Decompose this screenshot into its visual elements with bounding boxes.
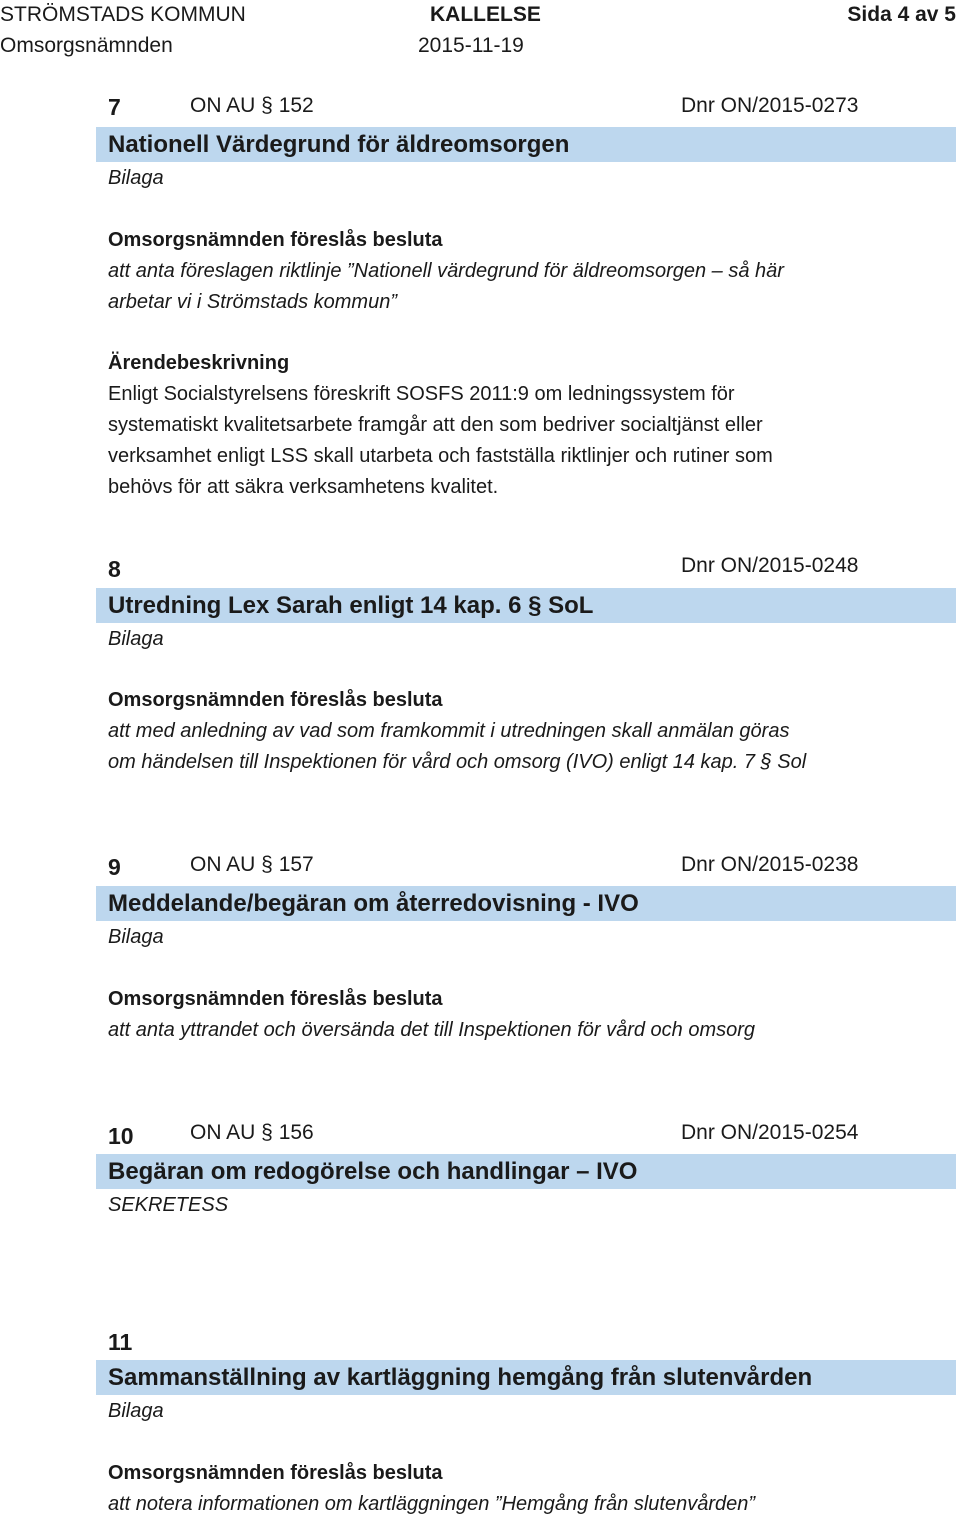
- item-dnr: Dnr ON/2015-0273: [681, 94, 859, 117]
- item-dnr: Dnr ON/2015-0238: [681, 853, 859, 876]
- item-number: 10: [108, 1123, 134, 1149]
- description-heading: Ärendebeskrivning: [108, 352, 290, 374]
- item-title: Nationell Värdegrund för äldreomsorgen: [108, 131, 570, 158]
- item-number: 8: [108, 556, 121, 582]
- item-dnr: Dnr ON/2015-0254: [681, 1121, 859, 1144]
- description-line: behövs för att säkra verksamhetens kvalitet.: [108, 476, 499, 498]
- item-title: Sammanställning av kartläggning hemgång från slutenvården: [108, 1364, 813, 1391]
- municipality-name: STRÖMSTADS KOMMUN: [0, 3, 246, 26]
- proposal-line: att anta yttrandet och översända det till Inspektionen för vård och omsorg: [108, 1019, 756, 1041]
- item-attachment: SEKRETESS: [108, 1194, 229, 1216]
- description-line: verksamhet enligt LSS skall utarbeta och fastställa riktlinjer och rutiner som: [108, 445, 773, 467]
- proposal-line: att med anledning av vad som framkommit i utredningen skall anmälan göras: [108, 720, 790, 742]
- item-reference: ON AU § 157: [190, 853, 314, 876]
- proposal-line: att notera informationen om kartläggningen ”Hemgång från slutenvården”: [108, 1493, 756, 1515]
- meeting-date: 2015-11-19: [418, 34, 524, 57]
- proposal-heading: Omsorgsnämnden föreslås besluta: [108, 689, 443, 711]
- item-attachment: Bilaga: [108, 167, 164, 189]
- proposal-line: om händelsen till Inspektionen för vård och omsorg (IVO) enligt 14 kap. 7 § Sol: [108, 751, 807, 773]
- description-line: Enligt Socialstyrelsens föreskrift SOSFS 2011:9 om ledningssystem för: [108, 383, 735, 405]
- description-line: systematiskt kvalitetsarbete framgår att den som bedriver socialtjänst eller: [108, 414, 763, 436]
- item-attachment: Bilaga: [108, 628, 164, 650]
- item-number: 7: [108, 94, 121, 120]
- item-attachment: Bilaga: [108, 926, 164, 948]
- proposal-heading: Omsorgsnämnden föreslås besluta: [108, 988, 443, 1010]
- item-attachment: Bilaga: [108, 1400, 164, 1422]
- item-title: Begäran om redogörelse och handlingar – IVO: [108, 1158, 638, 1185]
- page-indicator: Sida 4 av 5: [847, 3, 956, 26]
- item-title: Meddelande/begäran om återredovisning - IVO: [108, 890, 639, 917]
- proposal-heading: Omsorgsnämnden föreslås besluta: [108, 1462, 443, 1484]
- item-dnr: Dnr ON/2015-0248: [681, 554, 859, 577]
- item-reference: ON AU § 152: [190, 94, 314, 117]
- committee-name: Omsorgsnämnden: [0, 34, 173, 57]
- proposal-line: att anta föreslagen riktlinje ”Nationell värdegrund för äldreomsorgen – så här: [108, 260, 784, 282]
- item-reference: ON AU § 156: [190, 1121, 314, 1144]
- item-number: 11: [108, 1329, 133, 1355]
- proposal-line: arbetar vi i Strömstads kommun”: [108, 291, 397, 313]
- item-title: Utredning Lex Sarah enligt 14 kap. 6 § SoL: [108, 592, 594, 619]
- proposal-heading: Omsorgsnämnden föreslås besluta: [108, 229, 443, 251]
- document-type: KALLELSE: [430, 3, 541, 26]
- item-number: 9: [108, 854, 121, 880]
